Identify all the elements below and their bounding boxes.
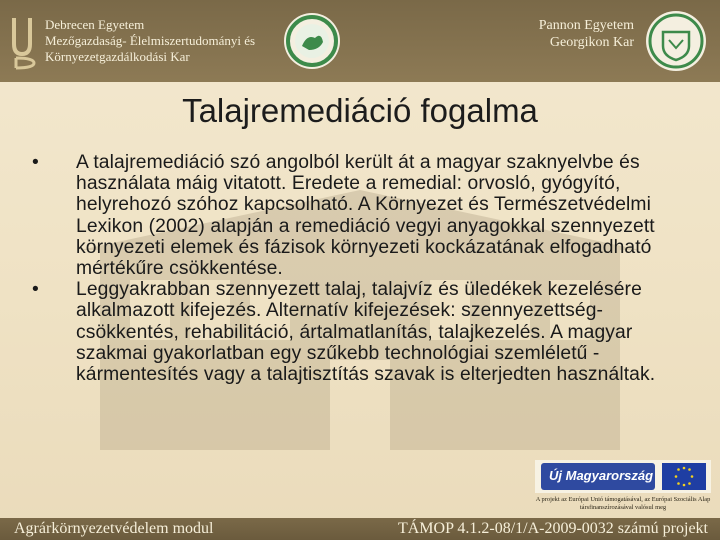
bullet-icon: • xyxy=(32,152,39,173)
uj-magyarorszag-logo-text: Új Magyarország xyxy=(549,468,654,483)
header-bar xyxy=(0,0,720,82)
bullet-text: Leggyakrabban szennyezett talaj, talajvíz és üledékek kezelésére alkalmazott kifejezés. Alternatív kifejezések: szennyezettség-csökkentés, rehabilitáció, ártalmatlanítás, talajkezelés. A magyar szakmai gyakorlatban egy szűkebb technológiai szemléletű - kármentesítés vagy a talajtisztítás szavak is elterjedten használtak. xyxy=(76,279,656,386)
bullet-icon: • xyxy=(32,279,39,301)
faculty-seal-logo xyxy=(283,12,341,70)
header-right-line: Pannon Egyetem xyxy=(538,18,634,33)
slide-title: Talajremediáció fogalma xyxy=(182,92,538,129)
header-left-line: Debrecen Egyetem xyxy=(45,17,145,32)
header-left-institution xyxy=(45,17,255,65)
slide-content xyxy=(26,152,690,385)
header-right-line: Georgikon Kar xyxy=(549,35,634,50)
header-right-institution xyxy=(539,17,634,51)
header-left-line: Környezetgazdálkodási Kar xyxy=(45,49,190,64)
bullet-item xyxy=(26,279,690,385)
eu-logo-row xyxy=(535,460,711,493)
eu-funding-note: A projekt az Európai Unió támogatásával, az Európai Szociális Alap társfinanszírozásával valósul meg xyxy=(535,496,711,511)
footer-project-id: TÁMOP 4.1.2-08/1/A-2009-0032 számú projekt xyxy=(397,520,708,537)
header-left-line: Mezőgazdaság- Élelmiszertudományi és xyxy=(45,33,256,48)
bullet-text: A talajremediáció szó angolból került át a magyar szaknyelvbe és használata máig vitatott. Eredete a remedial: orvosló, gyógyító, helyrehozó szóhoz kapcsolható. A Környezet és Természetvédelmi Lexikon (2002) alapján a remediáció vegyi anyagokkal szennyezett környezeti elemek és fázisok környezeti kockázatának elfogadható mértékűre csökkentése. xyxy=(76,152,655,280)
georgikon-seal-logo xyxy=(645,10,707,72)
footer-bar xyxy=(0,518,720,540)
bullet-item xyxy=(26,152,690,279)
eu-funding-box xyxy=(533,460,713,518)
footer-module-name: Agrárkörnyezetvédelem modul xyxy=(14,520,214,537)
uj-magyarorszag-logo xyxy=(541,463,655,490)
eu-flag-icon xyxy=(662,463,706,490)
university-debrecen-logo xyxy=(8,14,40,66)
